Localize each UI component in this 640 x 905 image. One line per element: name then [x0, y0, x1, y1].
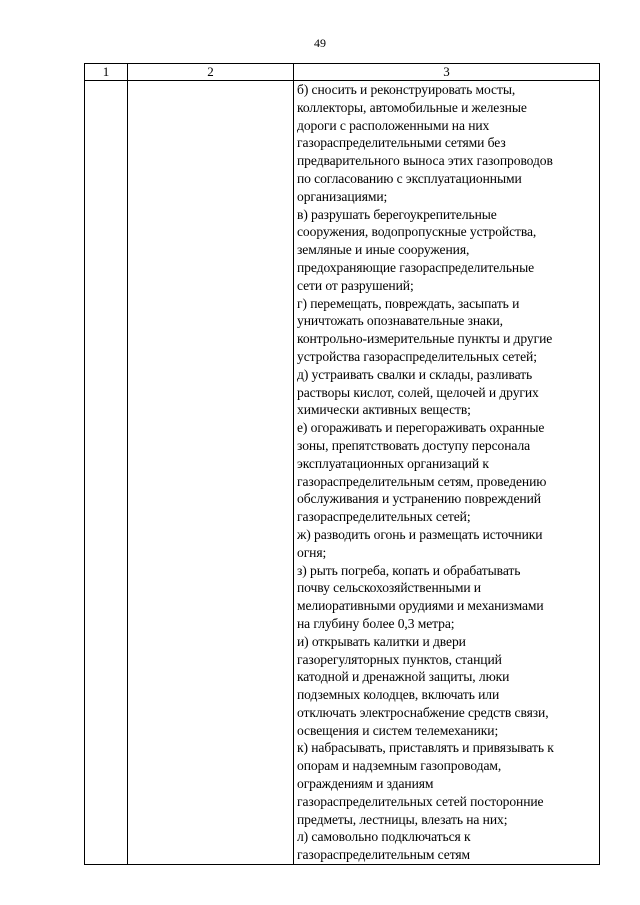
- text-line: обслуживания и устранению повреждений: [297, 491, 541, 507]
- text-line: и) открывать калитки и двери: [297, 633, 466, 649]
- text-line: предохраняющие газораспределительные: [297, 259, 535, 275]
- table-body-row: [85, 81, 600, 865]
- text-line: подземных колодцев, включать или: [297, 687, 500, 703]
- text-line: г) перемещать, повреждать, засыпать и: [297, 295, 520, 311]
- text-line: газораспределительными сетями без: [297, 135, 506, 151]
- text-line: зоны, препятствовать доступу персонала: [297, 437, 531, 453]
- text-line: е) огораживать и перегораживать охранные: [297, 420, 545, 436]
- text-line: отключать электроснабжение средств связи,: [297, 704, 549, 720]
- text-line: мелиоративными орудиями и механизмами: [297, 598, 544, 614]
- text-line: почву сельскохозяйственными и: [297, 580, 481, 596]
- text-line: газораспределительным сетям: [297, 847, 471, 863]
- text-line: химически активных веществ;: [297, 402, 471, 418]
- page-number: 49: [314, 36, 326, 50]
- text-line: газорегуляторных пунктов, станций: [297, 651, 502, 667]
- text-line: з) рыть погреба, копать и обрабатывать: [297, 562, 521, 578]
- text-line: д) устраивать свалки и склады, разливать: [297, 366, 533, 382]
- text-line: земляные и иные сооружения,: [297, 242, 470, 258]
- text-line: катодной и дренажной защиты, люки: [297, 669, 510, 685]
- text-line: организациями;: [297, 188, 388, 204]
- table-header-row: [85, 64, 600, 81]
- text-line: ж) разводить огонь и размещать источники: [297, 526, 543, 542]
- text-line: л) самовольно подключаться к: [297, 829, 471, 845]
- text-line: устройства газораспределительных сетей;: [297, 348, 537, 364]
- text-line: дороги с расположенными на них: [297, 117, 490, 133]
- text-line: по согласованию с эксплуатационными: [297, 170, 522, 186]
- column-header-2: 2: [128, 64, 294, 81]
- column-header-3: 3: [294, 64, 600, 81]
- text-line: к) набрасывать, приставлять и привязывать к: [297, 740, 554, 756]
- text-line: в) разрушать берегоукрепительные: [297, 206, 497, 222]
- text-line: газораспределительных сетей;: [297, 509, 471, 525]
- text-line: сооружения, водопропускные устройства,: [297, 224, 537, 240]
- text-line: газораспределительным сетям, проведению: [297, 473, 547, 489]
- text-line: огня;: [297, 544, 327, 560]
- text-line: коллекторы, автомобильные и железные: [297, 99, 527, 115]
- text-line: эксплуатационных организаций к: [297, 455, 489, 471]
- column-header-1: 1: [85, 64, 128, 81]
- text-line: б) сносить и реконструировать мосты,: [297, 82, 516, 97]
- text-line: опорам и надземным газопроводам,: [297, 758, 502, 774]
- column-2-cell: [128, 81, 294, 865]
- text-line: предметы, лестницы, влезать на них;: [297, 811, 508, 827]
- text-line: освещения и систем телемеханики;: [297, 722, 499, 738]
- column-3-cell: [294, 81, 600, 865]
- text-line: контрольно-измерительные пункты и другие: [297, 331, 553, 347]
- text-line: уничтожать опознавательные знаки,: [297, 313, 503, 329]
- text-line: на глубину более 0,3 метра;: [297, 615, 455, 631]
- text-line: сети от разрушений;: [297, 277, 414, 293]
- document-table: [84, 63, 600, 865]
- text-line: газораспределительных сетей посторонние: [297, 793, 544, 809]
- text-line: предварительного выноса этих газопроводов: [297, 153, 553, 169]
- column-1-cell: [85, 81, 128, 865]
- text-line: растворы кислот, солей, щелочей и других: [297, 384, 539, 400]
- text-line: ограждениям и зданиям: [297, 776, 434, 792]
